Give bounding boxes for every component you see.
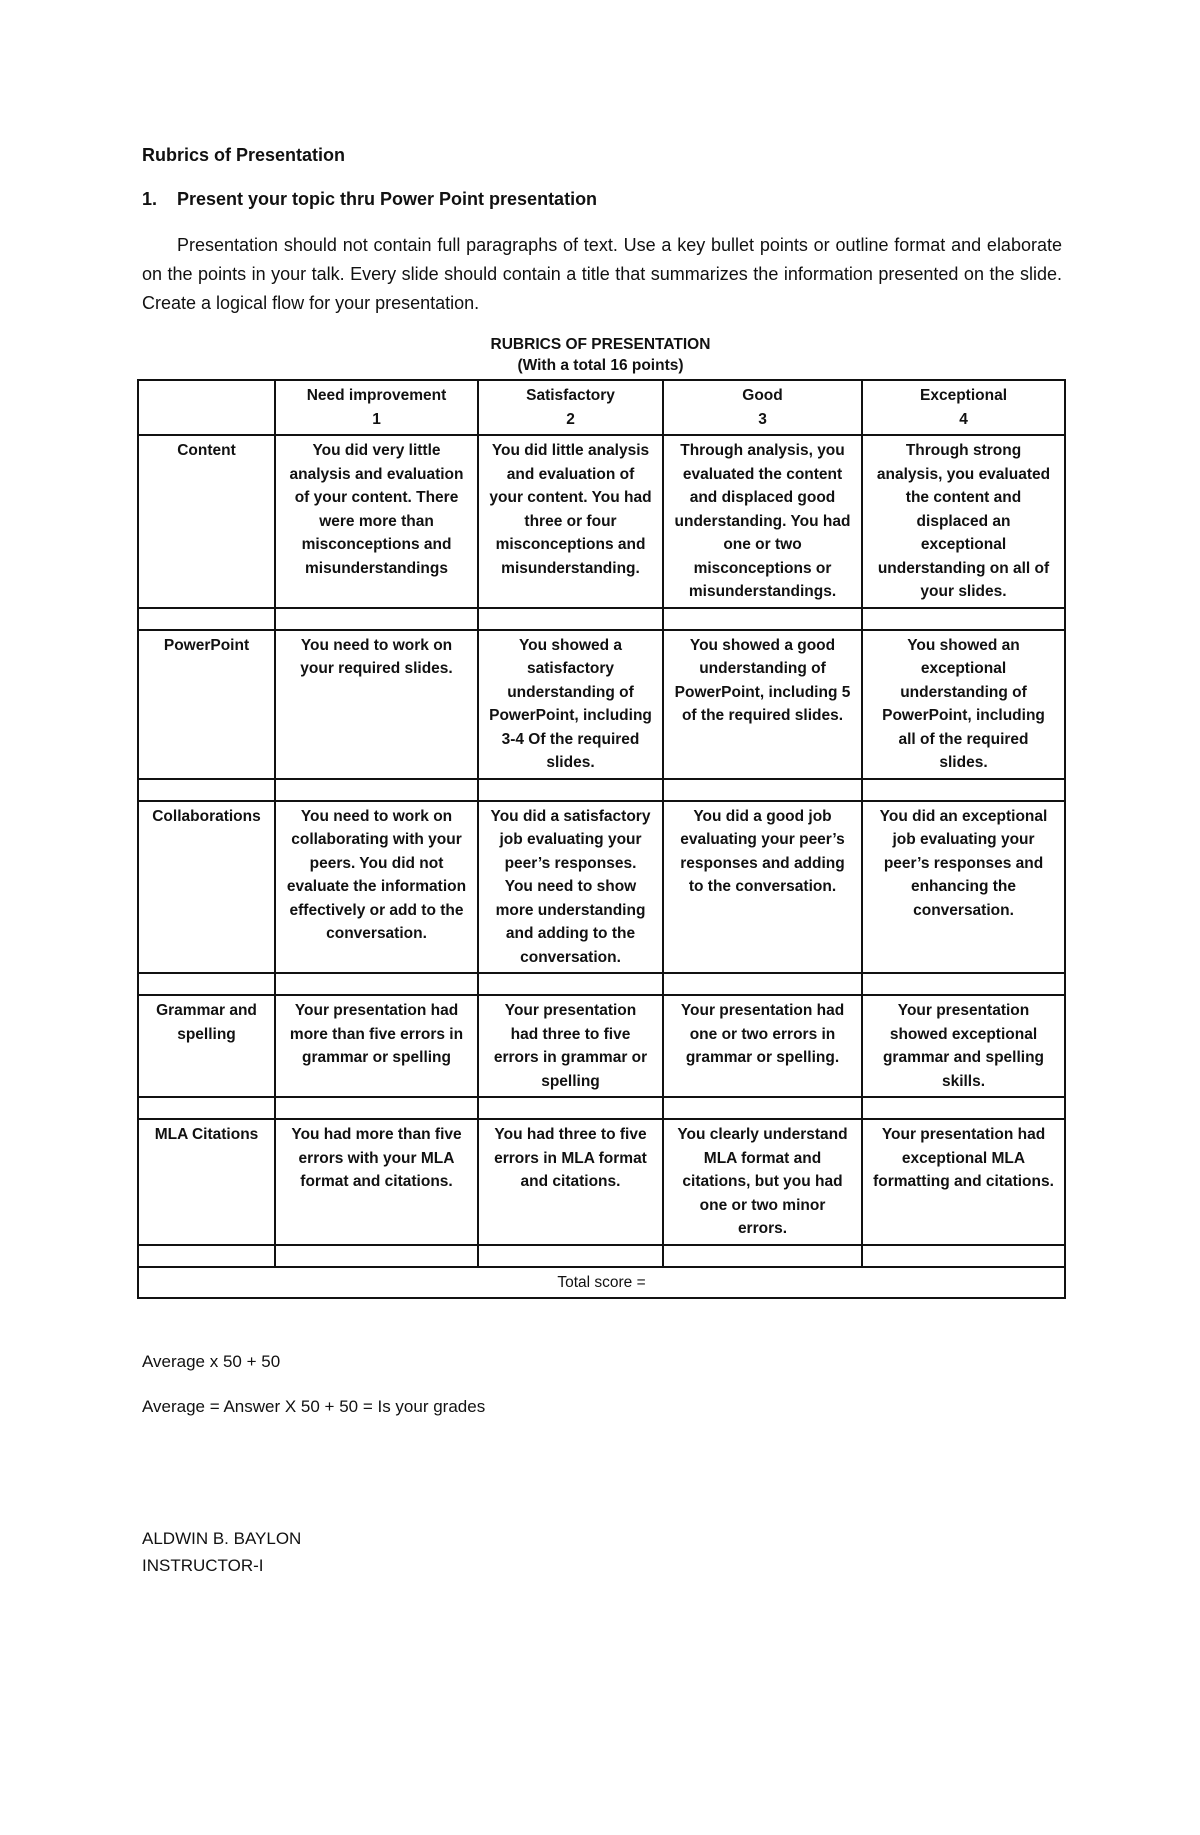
score-entry-cell	[138, 1097, 275, 1119]
score-entry-row	[138, 1097, 1065, 1119]
score-entry-cell	[862, 779, 1065, 801]
rubric-cell: You did very little analysis and evaluation of your content. There were more than misconceptions and misunderstandings	[275, 435, 478, 608]
total-row	[138, 1267, 1065, 1299]
header-score: 1	[372, 410, 381, 428]
rubric-cell: You showed an exceptional understanding of PowerPoint, including all of the required slides.	[862, 630, 1065, 779]
formula-line-1: Average x 50 + 50	[142, 1352, 281, 1371]
score-entry-cell	[862, 973, 1065, 995]
score-entry-cell	[478, 1245, 663, 1267]
rubric-cell: You did a good job evaluating your peer’s responses and adding to the conversation.	[663, 801, 862, 974]
numbered-item	[142, 189, 597, 210]
score-entry-cell	[478, 1097, 663, 1119]
score-entry-cell	[138, 1245, 275, 1267]
score-entry-cell	[478, 779, 663, 801]
header-corner-cell	[138, 380, 275, 435]
header-label: Satisfactory	[526, 387, 615, 404]
rubric-cell: You showed a good understanding of PowerPoint, including 5 of the required slides.	[663, 630, 862, 779]
document-heading: Rubrics of Presentation	[142, 145, 346, 165]
score-entry-row	[138, 608, 1065, 630]
rubric-cell: You did a satisfactory job evaluating your peer’s responses. You need to show more understanding and adding to the conversation.	[478, 801, 663, 974]
rubric-cell: You had three to five errors in MLA format and citations.	[478, 1119, 663, 1245]
criterion-row-grammar	[138, 995, 1065, 1097]
header-cell	[663, 380, 862, 435]
score-entry-cell	[663, 779, 862, 801]
rubric-cell: You clearly understand MLA format and citations, but you had one or two minor errors.	[663, 1119, 862, 1245]
score-entry-cell	[275, 973, 478, 995]
score-entry-cell	[138, 973, 275, 995]
header-row	[138, 380, 1065, 435]
score-entry-cell	[862, 1245, 1065, 1267]
header-label: Good	[742, 387, 783, 404]
rubric-cell: Your presentation had more than five errors in grammar or spelling	[275, 995, 478, 1097]
rubric-cell: You need to work on your required slides.	[275, 630, 478, 779]
score-entry-row	[138, 973, 1065, 995]
rubric-table	[137, 379, 1066, 1299]
score-entry-cell	[138, 779, 275, 801]
rubric-cell: You did little analysis and evaluation of your content. You had three or four misconceptions and misunderstanding.	[478, 435, 663, 608]
rubric-cell: You need to work on collaborating with your peers. You did not evaluate the information effectively or add to the conversation.	[275, 801, 478, 974]
rubric-cell: Your presentation had exceptional MLA formatting and citations.	[862, 1119, 1065, 1245]
table-caption-title: RUBRICS OF PRESENTATION	[490, 336, 711, 353]
criterion-cell: PowerPoint	[138, 630, 275, 779]
score-entry-cell	[663, 973, 862, 995]
item-number: 1.	[142, 189, 158, 209]
header-score: 3	[758, 410, 767, 428]
header-label: Exceptional	[920, 387, 1007, 404]
criterion-cell: Collaborations	[138, 801, 275, 974]
score-entry-row	[138, 779, 1065, 801]
rubric-cell: You had more than five errors with your MLA format and citations.	[275, 1119, 478, 1245]
score-entry-cell	[275, 608, 478, 630]
rubric-cell: Through strong analysis, you evaluated the content and displaced an exceptional understanding on all of your slides.	[862, 435, 1065, 608]
criterion-row-content	[138, 435, 1065, 608]
header-score: 4	[959, 410, 968, 428]
score-entry-cell	[663, 1097, 862, 1119]
criterion-cell: Content	[138, 435, 275, 608]
score-entry-cell	[478, 608, 663, 630]
score-entry-cell	[275, 1245, 478, 1267]
rubric-cell: Your presentation showed exceptional grammar and spelling skills.	[862, 995, 1065, 1097]
score-entry-cell	[478, 973, 663, 995]
signature-name: ALDWIN B. BAYLON	[142, 1529, 302, 1548]
rubric-cell: Your presentation had one or two errors in grammar or spelling.	[663, 995, 862, 1097]
score-entry-cell	[138, 608, 275, 630]
header-cell	[862, 380, 1065, 435]
criterion-row-powerpoint	[138, 630, 1065, 779]
criterion-cell: Grammar and spelling	[138, 995, 275, 1097]
header-cell	[275, 380, 478, 435]
score-entry-cell	[663, 608, 862, 630]
table-caption-subtitle: (With a total 16 points)	[517, 357, 684, 374]
instruction-paragraph: Presentation should not contain full paragraphs of text. Use a key bullet points or outline format and elaborate on the points in your talk. Every slide should contain a title that summarizes the information presented on the slide. Create a logical flow for your presentation.	[142, 235, 1062, 313]
criterion-row-mla	[138, 1119, 1065, 1245]
signature-title: INSTRUCTOR-I	[142, 1556, 264, 1575]
item-text: Present your topic thru Power Point presentation	[177, 189, 598, 209]
rubric-cell: Your presentation had three to five errors in grammar or spelling	[478, 995, 663, 1097]
header-label: Need improvement	[306, 387, 447, 404]
score-entry-cell	[663, 1245, 862, 1267]
score-entry-cell	[275, 779, 478, 801]
score-entry-row	[138, 1245, 1065, 1267]
formula-line-2: Average = Answer X 50 + 50 = Is your grades	[142, 1397, 486, 1416]
score-entry-cell	[862, 1097, 1065, 1119]
score-entry-cell	[862, 608, 1065, 630]
rubric-cell: Through analysis, you evaluated the content and displaced good understanding. You had one or two misconceptions or misunderstandings.	[663, 435, 862, 608]
rubric-cell: You did an exceptional job evaluating your peer’s responses and enhancing the conversation.	[862, 801, 1065, 974]
criterion-cell: MLA Citations	[138, 1119, 275, 1245]
criterion-row-collaborations	[138, 801, 1065, 974]
score-entry-cell	[275, 1097, 478, 1119]
header-score: 2	[566, 410, 575, 428]
total-score-cell: Total score =	[138, 1267, 1065, 1299]
header-cell	[478, 380, 663, 435]
rubric-cell: You showed a satisfactory understanding of PowerPoint, including 3-4 Of the required slides.	[478, 630, 663, 779]
